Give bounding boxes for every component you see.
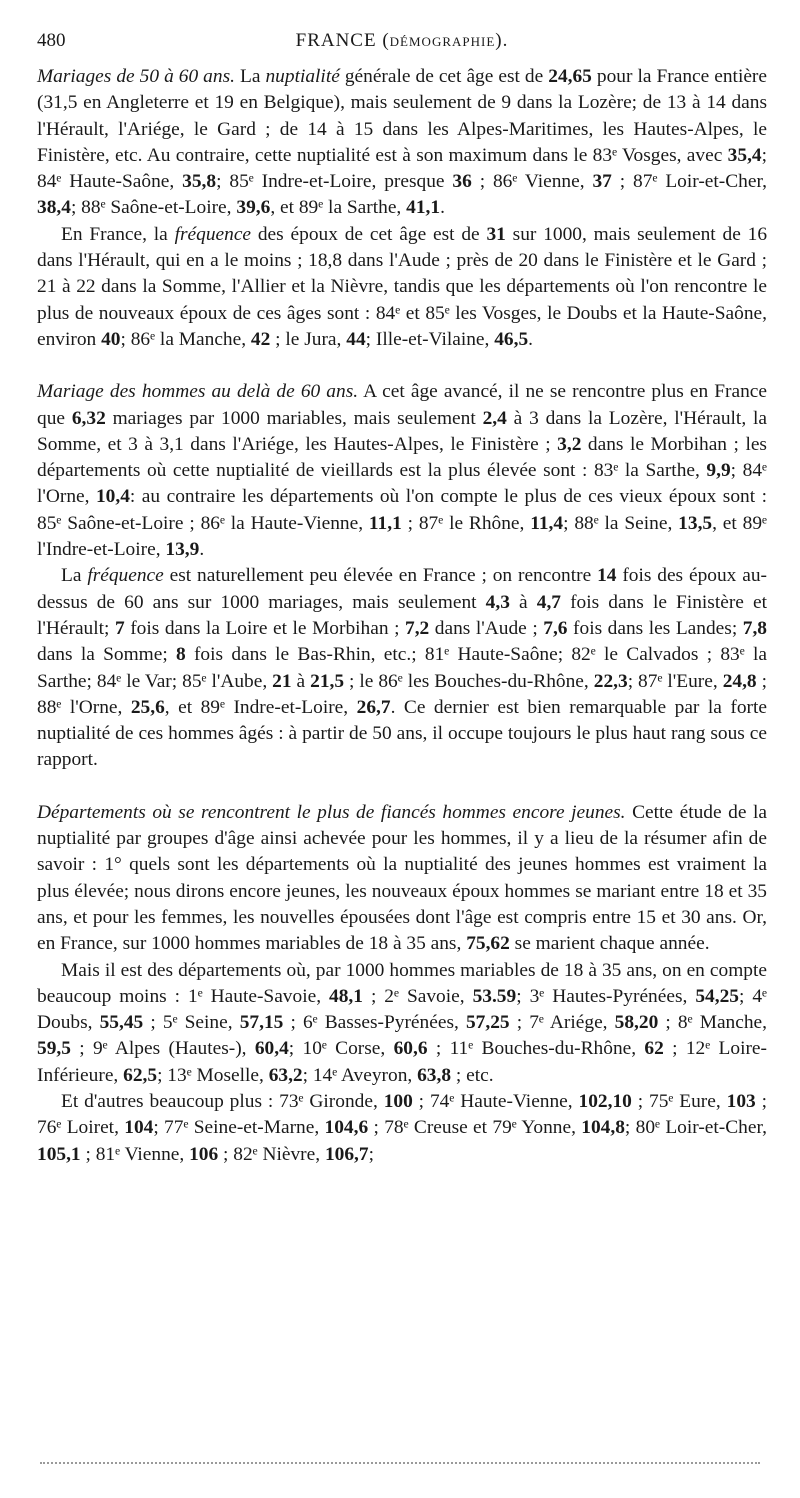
paragraph-text: , et 89ᵉ l'Indre-et-Loire, xyxy=(37,512,768,561)
bold-figure: 10,4 xyxy=(95,486,130,508)
bold-figure: 55,45 xyxy=(99,1012,144,1034)
bold-figure: 24,8 xyxy=(722,670,757,692)
bold-figure: 25,6 xyxy=(130,696,165,718)
bold-figure: 6,32 xyxy=(71,407,106,429)
bold-figure: 57,15 xyxy=(239,1012,284,1034)
bold-figure: 106 xyxy=(189,1143,219,1165)
paragraph-text: ; 82ᵉ Nièvre, xyxy=(218,1143,325,1165)
paragraph xyxy=(37,64,767,222)
paragraph-text: est naturellement peu élevée en France ; on rencontre xyxy=(163,565,598,587)
paragraph-text: ; 88ᵉ l'Orne, xyxy=(37,670,767,718)
paragraph xyxy=(37,800,767,958)
paragraph-text: Et d'autres beaucoup plus : 73ᵉ Gironde, xyxy=(61,1090,384,1112)
paragraph-text: , et 89ᵉ la Sarthe, xyxy=(270,197,407,219)
paragraph-text: ; 14ᵉ Aveyron, xyxy=(302,1064,418,1086)
bold-figure: 60,4 xyxy=(254,1038,289,1060)
paragraph-text: ; 78ᵉ Creuse et 79ᵉ Yonne, xyxy=(368,1117,582,1139)
paragraph-text: Cette étude de la nuptialité par groupes d'âge ainsi achevée pour les hommes, il y a lieu de la résumer afin de savoir : 1° quels sont les départements où la nuptialité des jeunes hommes est vraiment la plus élevée; nous dirons encore jeunes, les nouveaux époux hommes se mariant entre 18 et 35 ans, et pour les femmes, les nouvelles épousées dont l'âge est compris entre 15 et 30 ans. Or, en France, sur 1000 hommes mariables de 18 à 35 ans, xyxy=(37,801,768,955)
paragraph-text: La xyxy=(61,565,88,587)
italic-text: Mariages de 50 à 60 ans. xyxy=(37,66,235,87)
paragraph xyxy=(37,222,767,353)
paragraph-text: se marient chaque année. xyxy=(509,933,710,955)
paragraph-text: A cet âge avancé, il ne se rencontre plus en France que xyxy=(37,381,767,429)
bold-figure: 38,4 xyxy=(37,197,71,219)
paragraph-text: à 3 dans la Lozère, l'Hérault, la Somme, et 3 à 3,1 dans l'Ariége, les Hautes-Alpes, le Finistère ; xyxy=(37,407,767,455)
bold-figure: 31 xyxy=(486,223,506,245)
paragraph-text: ; 4ᵉ Doubs, xyxy=(37,985,768,1034)
bold-figure: 24,65 xyxy=(548,66,592,87)
paragraph-text: ; 77ᵉ Seine-et-Marne, xyxy=(153,1117,325,1139)
paragraph-text: ; 76ᵉ Loiret, xyxy=(37,1090,767,1139)
bold-figure: 48,1 xyxy=(329,985,363,1007)
bold-figure: 104,6 xyxy=(324,1117,369,1139)
paragraph-text: ; etc. xyxy=(451,1064,494,1086)
bold-figure: 4,3 xyxy=(485,591,510,613)
paragraph xyxy=(37,379,767,563)
bold-figure: 13,5 xyxy=(678,512,713,534)
bold-figure: 44 xyxy=(346,328,366,350)
bold-figure: 57,25 xyxy=(465,1012,510,1034)
bold-figure: 26,7 xyxy=(356,696,391,718)
paragraph-text: sur 1000, mais seulement de 16 dans l'Hérault, qui en a le moins ; 18,8 dans l'Aude ; près de 20 dans le Finistère et le Gard ; 21 à 22 dans la Somme, l'Allier et la Nièvre, tandis que les départements où l'on rencontre le plus de nouveaux époux de ces âges sont : 84ᵉ et 85ᵉ les Vosges, le Doubs et la Haute-Saône, environ xyxy=(37,223,768,350)
paragraph-text: ; le 86ᵉ les Bouches-du-Rhône, xyxy=(344,670,594,692)
paragraph-text: . xyxy=(199,539,205,561)
bold-figure: 14 xyxy=(597,565,617,587)
bold-figure: 46,5 xyxy=(494,328,529,350)
paragraph-text: ; 74ᵉ Haute-Vienne, xyxy=(412,1090,579,1112)
paragraph-text: dans l'Aude ; xyxy=(429,617,544,639)
paragraph-text: Mais il est des départements où, par 1000 hommes mariables de 18 à 35 ans, on en compte beaucoup moins : 1ᵉ Haute-Savoie, xyxy=(37,959,767,1007)
bold-figure: 22,3 xyxy=(593,670,628,692)
paragraph-text: ; 12ᵉ Loire-Inférieure, xyxy=(37,1038,767,1086)
paragraph-text: ; Ille-et-Vilaine, xyxy=(365,328,495,350)
paragraph-text: fois dans la Loire et le Morbihan ; xyxy=(124,617,406,639)
paragraph-text: ; xyxy=(368,1143,374,1165)
paragraph-text: fois dans le Finistère et l'Hérault; xyxy=(37,591,767,639)
bold-figure: 3,2 xyxy=(557,433,582,455)
paragraph-text: ; 3ᵉ Hautes-Pyrénées, xyxy=(516,985,696,1007)
paragraph-text: ; 88ᵉ la Seine, xyxy=(563,512,679,534)
bold-figure: 13,9 xyxy=(165,539,200,561)
bold-figure: 39,6 xyxy=(236,197,271,219)
paragraph-text: pour la France entière (31,5 en Angleterre et 19 en Belgique), mais seulement de 9 dans la Lozère; de 13 à 14 dans l'Hérault, l'Ariége, le Gard ; de 14 à 15 dans les Alpes-Maritimes, les Hautes-Alpes, le Finistère, etc. Au contraire, cette nuptialité est à son maximum dans le 83ᵉ Vosges, avec xyxy=(37,66,767,166)
bold-figure: 8 xyxy=(176,644,186,666)
bold-figure: 62 xyxy=(644,1038,664,1060)
bold-figure: 102,10 xyxy=(578,1090,632,1112)
paragraph-text: ; 5ᵉ Seine, xyxy=(143,1012,240,1034)
bold-figure: 41,1 xyxy=(406,197,441,219)
paragraph-text: ; 6ᵉ Basses-Pyrénées, xyxy=(283,1012,466,1034)
page-body xyxy=(37,64,767,1168)
paragraph-text: ; 84ᵉ Haute-Saône, xyxy=(37,144,767,193)
bold-figure: 105,1 xyxy=(37,1143,81,1165)
bold-figure: 11,1 xyxy=(368,512,402,534)
paragraph-text: ; 81ᵉ Vienne, xyxy=(80,1143,190,1165)
italic-text: nuptialité xyxy=(265,66,340,87)
paragraph-text: ; 2ᵉ Savoie, xyxy=(362,985,473,1007)
paragraph-text: mariages par 1000 mariables, mais seulement xyxy=(105,407,483,429)
paragraph-text: . Ce dernier est bien remarquable par la forte nuptialité de ces hommes âgés : à partir de 50 ans, il occupe toujours le plus haut rang sous ce rapport. xyxy=(37,696,767,771)
running-head xyxy=(37,30,767,52)
paragraph-text: ; 88ᵉ Saône-et-Loire, xyxy=(70,197,237,219)
bold-figure: 103 xyxy=(726,1090,756,1112)
paragraph-text: fois dans les Landes; xyxy=(567,617,743,639)
paragraph-text: : au contraire les départements où l'on compte le plus de ces vieux époux sont : 85ᵉ Saône-et-Loire ; 86ᵉ la Haute-Vienne, xyxy=(37,486,767,534)
paragraph-text: La xyxy=(234,66,266,87)
bold-figure: 40 xyxy=(101,328,121,350)
paragraph-text: ; 13ᵉ Moselle, xyxy=(157,1064,269,1086)
bold-figure: 35,4 xyxy=(727,144,762,166)
bold-figure: 21,5 xyxy=(310,670,345,692)
paragraph-text: En France, la xyxy=(61,223,175,245)
paragraph-text: ; 80ᵉ Loir-et-Cher, xyxy=(624,1117,767,1139)
section-gap xyxy=(37,353,767,379)
paragraph-text: fois des époux au-dessus de 60 ans sur 1000 mariages, mais seulement xyxy=(37,565,767,613)
paragraph-text: ; 7ᵉ Ariége, xyxy=(509,1012,615,1034)
bold-figure: 9,9 xyxy=(706,460,731,482)
paragraph-text: ; 75ᵉ Eure, xyxy=(631,1090,727,1112)
paragraph-text: à xyxy=(291,670,311,692)
bold-figure: 35,8 xyxy=(182,171,217,193)
running-head-subtitle: DÉMOGRAPHIE xyxy=(389,34,496,49)
paragraph-text: ; 87ᵉ le Rhône, xyxy=(401,512,531,534)
paragraph-text: dans la Somme; xyxy=(37,644,176,666)
paragraph-text: ; 8ᵉ Manche, xyxy=(658,1012,767,1034)
paragraph-text: ; 87ᵉ Loir-et-Cher, xyxy=(611,171,767,193)
paragraph-text: générale de cet âge est de xyxy=(339,66,549,87)
paragraph-text: ; 11ᵉ Bouches-du-Rhône, xyxy=(427,1038,645,1060)
bottom-dotted-rule xyxy=(40,1462,760,1466)
bold-figure: 36 xyxy=(452,171,472,193)
bold-figure: 7,6 xyxy=(543,617,568,639)
paragraph xyxy=(37,958,767,1089)
paragraph-text: des époux de cet âge est de xyxy=(251,223,487,245)
bold-figure: 4,7 xyxy=(536,591,561,613)
italic-text: Mariage des hommes au delà de 60 ans. xyxy=(37,381,359,403)
paragraph-text: ; 86ᵉ Vienne, xyxy=(471,171,593,193)
italic-text: fréquence xyxy=(174,223,252,245)
bold-figure: 104 xyxy=(124,1117,154,1139)
paragraph-text: fois dans le Bas-Rhin, etc.; 81ᵉ Haute-Saône; 82ᵉ le Calvados ; 83ᵉ la Sarthe; 84ᵉ le Var; 85ᵉ l'Aube, xyxy=(37,644,767,692)
italic-text: Départements où se rencontrent le plus de fiancés hommes encore jeunes. xyxy=(37,801,626,823)
paragraph xyxy=(37,563,767,773)
bold-figure: 11,4 xyxy=(530,512,564,534)
bold-figure: 53.59 xyxy=(472,985,517,1007)
bold-figure: 2,4 xyxy=(482,407,507,429)
bold-figure: 63,2 xyxy=(268,1064,303,1086)
bold-figure: 106,7 xyxy=(324,1143,369,1165)
bold-figure: 21 xyxy=(272,670,292,692)
paragraph xyxy=(37,1089,767,1168)
paragraph-text: , et 89ᵉ Indre-et-Loire, xyxy=(164,696,357,718)
running-head-close: ). xyxy=(495,30,509,51)
bold-figure: 59,5 xyxy=(37,1038,71,1060)
bold-figure: 100 xyxy=(383,1090,413,1112)
paragraph-text: ; le Jura, xyxy=(270,328,347,350)
running-head-title: FRANCE ( xyxy=(295,30,390,51)
bold-figure: 7 xyxy=(114,617,125,639)
paragraph-text: ; 86ᵉ la Manche, xyxy=(120,328,251,350)
paragraph-text: à xyxy=(509,591,537,613)
bold-figure: 60,6 xyxy=(393,1038,428,1060)
paragraph-text: ; 9ᵉ Alpes (Hautes-), xyxy=(70,1038,255,1060)
paragraph-text: dans le Morbihan ; les départements où cette nuptialité de vieillards est la plus élevée sont : 83ᵉ la Sarthe, xyxy=(37,433,767,482)
page-number: 480 xyxy=(37,30,66,51)
page-header xyxy=(37,30,767,56)
paragraph-text: . xyxy=(528,328,534,350)
italic-text: fréquence xyxy=(87,565,164,587)
bold-figure: 58,20 xyxy=(614,1012,659,1034)
paragraph-text: ; 84ᵉ l'Orne, xyxy=(37,460,767,508)
bold-figure: 75,62 xyxy=(466,933,510,955)
section-gap xyxy=(37,774,767,800)
bold-figure: 63,8 xyxy=(417,1064,452,1086)
paragraph-text: ; 10ᵉ Corse, xyxy=(288,1038,394,1060)
bold-figure: 7,8 xyxy=(742,617,768,639)
bold-figure: 7,2 xyxy=(405,617,430,639)
bold-figure: 62,5 xyxy=(123,1064,158,1086)
bold-figure: 42 xyxy=(250,328,271,350)
paragraph-text: ; 85ᵉ Indre-et-Loire, presque xyxy=(216,171,453,193)
bold-figure: 54,25 xyxy=(695,985,739,1007)
paragraph-text: . xyxy=(440,197,445,219)
bold-figure: 104,8 xyxy=(581,1117,625,1139)
bold-figure: 37 xyxy=(592,171,612,193)
paragraph-text: ; 87ᵉ l'Eure, xyxy=(627,670,723,692)
